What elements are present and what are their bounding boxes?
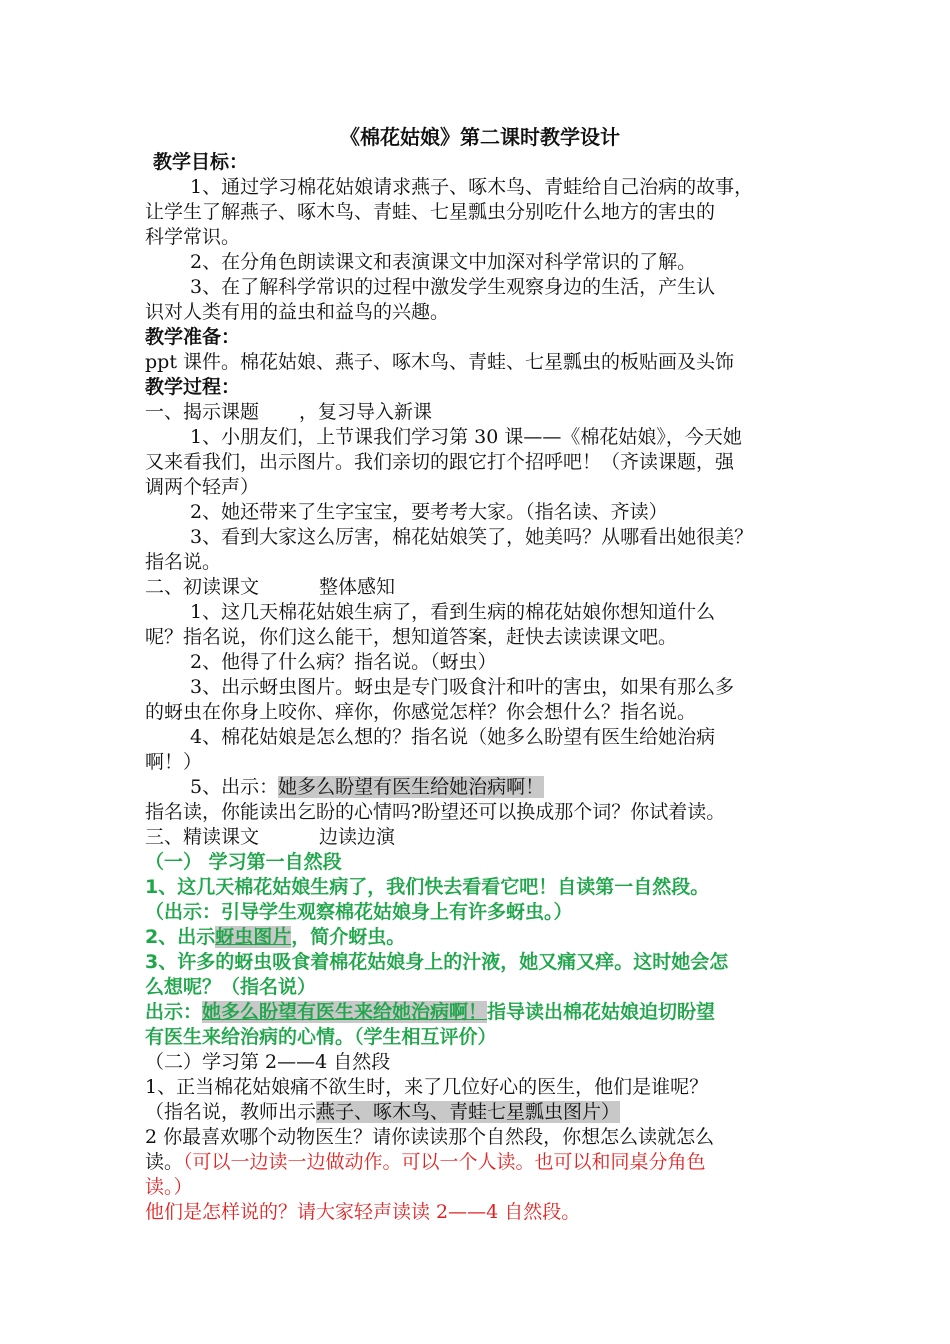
prep-text: ppt 课件。棉花姑娘、燕子、啄木鸟、青蛙、七星瓢虫的板贴画及头饰: [145, 351, 735, 373]
section-1-line: 1、小朋友们，上节课我们学习第 30 课——《棉花姑娘》，今天她: [190, 426, 742, 448]
section-2-line: 2、他得了什么病？指名说。（蚜虫）: [190, 651, 497, 673]
section-2-line: 3、出示蚜虫图片。蚜虫是专门吸食汁和叶的害虫，如果有那么多: [190, 676, 735, 698]
part-2-line: [145, 1100, 815, 1125]
green-line: 么想呢？（指名说）: [145, 976, 317, 998]
green-line: [145, 1000, 815, 1025]
part-2-line: [145, 1150, 815, 1175]
goals-line: 让学生了解燕子、啄木鸟、青蛙、七星瓢虫分别吃什么地方的害虫的: [145, 201, 716, 223]
highlighted-quote: 她多么盼望有医生给她治病啊！: [278, 776, 545, 798]
section-3-title: 三、精读课文: [145, 826, 260, 848]
section-1-line: 又来看我们，出示图片。我们亲切的跟它打个招呼吧！（齐读课题，强: [145, 451, 735, 473]
green-text: 指导读出棉花姑娘迫切盼望: [487, 1001, 716, 1023]
green-line: 有医生来给治病的心情。（学生相互评价）: [145, 1026, 497, 1048]
part-2-text: 读。: [145, 1151, 184, 1173]
section-2-heading: [145, 575, 815, 600]
goals-line: 科学常识。: [145, 226, 241, 248]
section-1-line: 3、看到大家这么厉害，棉花姑娘笑了，她美吗？从哪看出她很美？: [190, 526, 754, 548]
red-line: 读。）: [145, 1176, 193, 1198]
document-page: [145, 124, 815, 1225]
highlighted-quote: 她多么盼望有医生来给她治病啊！: [202, 1001, 488, 1023]
highlighted-animal-pictures: 燕子、啄木鸟、青蛙七星瓢虫图片）: [316, 1101, 621, 1123]
red-text: （可以一边读一边做动作。可以一个人读。也可以和同桌分角色: [183, 1151, 706, 1173]
part-2-line: 2 你最喜欢哪个动物医生？请你读读那个自然段，你想怎么读就怎么: [145, 1126, 715, 1148]
section-1-line: 2、她还带来了生字宝宝，要考考大家。（指名读、齐读）: [190, 501, 668, 523]
goals-line: 2、在分角色朗读课文和表演课文中加深对科学常识的了解。: [190, 251, 697, 273]
green-line: 1、这几天棉花姑娘生病了，我们快去看看它吧！自读第一自然段。: [145, 876, 710, 898]
goals-line: 3、在了解科学常识的过程中激发学生观察身边的生活，产生认: [190, 276, 716, 298]
section-1-heading: [145, 400, 815, 425]
section-1-line: 指名说。: [145, 551, 222, 573]
goals-line: 1、通过学习棉花姑娘请求燕子、啄木鸟、青蛙给自己治病的故事，: [190, 176, 754, 198]
goals-heading: 教学目标：: [153, 151, 249, 173]
section-2-subtitle: 整体感知: [319, 576, 396, 598]
part-2-line: 1、正当棉花姑娘痛不欲生时，来了几位好心的医生，他们是谁呢？: [145, 1076, 709, 1098]
section-2-after: 指名读，你能读出乞盼的心情吗?盼望还可以换成那个词？你试着读。: [145, 801, 726, 823]
highlighted-aphid-pictures: 蚜虫图片: [215, 926, 292, 948]
green-text: 2、出示: [145, 926, 216, 948]
green-line: 3、许多的蚜虫吸食着棉花姑娘身上的汁液，她又痛又痒。这时她会怎: [145, 951, 729, 973]
process-heading: 教学过程：: [145, 376, 241, 398]
green-line: （出示：引导学生观察棉花姑娘身上有许多蚜虫。）: [145, 901, 573, 923]
section-2-line: 的蚜虫在你身上咬你、痒你，你感觉怎样？你会想什么？指名说。: [145, 701, 697, 723]
section-2-line: 4、棉花姑娘是怎么想的？指名说（她多么盼望有医生给她治病: [190, 726, 716, 748]
part-2-text: （指名说，教师出示: [145, 1101, 317, 1123]
section-2-line: 1、这几天棉花姑娘生病了，看到生病的棉花姑娘你想知道什么: [190, 601, 716, 623]
section-2-show-line: [145, 775, 815, 800]
section-1-line: 调两个轻声）: [145, 476, 260, 498]
green-line: [145, 925, 815, 950]
part-2-heading: （二）学习第 2——4 自然段: [145, 1051, 391, 1073]
goals-line: 识对人类有用的益虫和益鸟的兴趣。: [145, 301, 450, 323]
section-1-title: 一、揭示课题: [145, 401, 260, 423]
show-prefix: 5、出示：: [190, 776, 279, 798]
section-3-subtitle: 边读边演: [319, 826, 396, 848]
section-2-line: 啊！）: [145, 751, 203, 773]
green-text: 出示：: [145, 1001, 203, 1023]
green-line: （一） 学习第一自然段: [145, 851, 342, 873]
document-title: 《棉花姑娘》第二课时教学设计: [340, 125, 620, 149]
section-2-title: 二、初读课文: [145, 576, 260, 598]
prep-heading: 教学准备：: [145, 326, 241, 348]
section-2-line: 呢？指名说，你们这么能干，想知道答案，赶快去读读课文吧。: [145, 626, 678, 648]
green-text: ，简介蚜虫。: [291, 926, 406, 948]
section-1-subtitle: ，复习导入新课: [299, 401, 433, 423]
red-line: 他们是怎样说的？请大家轻声读读 2——4 自然段。: [145, 1201, 581, 1223]
section-3-heading: [145, 825, 815, 850]
